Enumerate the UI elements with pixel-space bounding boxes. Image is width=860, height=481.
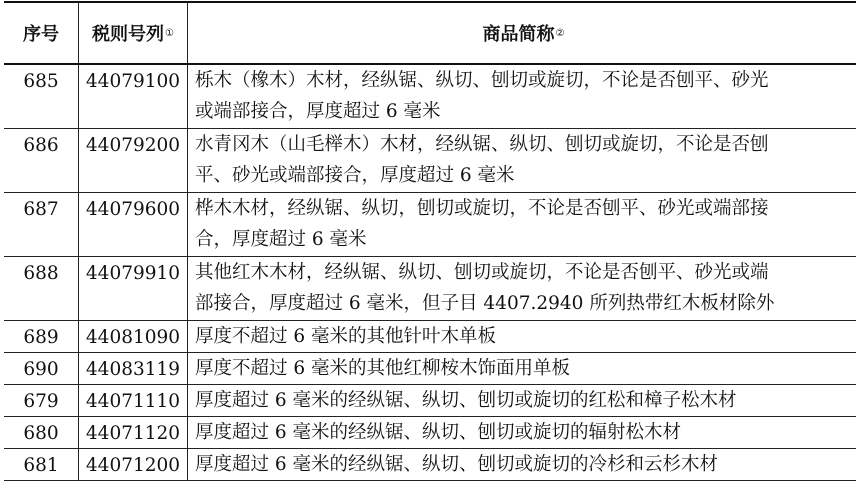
row-seq: 687 bbox=[4, 193, 79, 256]
table-row bbox=[4, 417, 856, 449]
row-name bbox=[188, 193, 856, 256]
row-name-line: 平、砂光或端部接合，厚度超过 6 毫米 bbox=[195, 165, 515, 186]
row-name-line: 部接合，厚度超过 6 毫米，但子目 4407.2940 所列热带红木板材除外 bbox=[195, 293, 775, 314]
row-name: 厚度超过 6 毫米的经纵锯、纵切、刨切或旋切的辐射松木材 bbox=[195, 422, 682, 443]
row-name-line: 水青冈木（山毛榉木）木材，经纵锯、纵切、刨切或旋切，不论是否刨 bbox=[195, 134, 769, 155]
table-row bbox=[4, 449, 856, 481]
row-seq: 689 bbox=[4, 321, 79, 352]
row-code: 44079600 bbox=[79, 193, 188, 256]
row-code: 44071200 bbox=[79, 449, 188, 480]
row-seq: 686 bbox=[4, 129, 79, 192]
row-name bbox=[188, 129, 856, 192]
row-name bbox=[188, 65, 856, 128]
header-seq bbox=[4, 3, 79, 63]
header-name bbox=[188, 3, 856, 63]
table-row bbox=[4, 385, 856, 417]
row-name-line: 栎木（橡木）木材，经纵锯、纵切、刨切或旋切，不论是否刨平、砂光 bbox=[195, 70, 769, 91]
row-name-line: 桦木木材，经纵锯、纵切，刨切或旋切，不论是否刨平、砂光或端部接 bbox=[195, 198, 769, 219]
row-name: 厚度超过 6 毫米的经纵锯、纵切、刨切或旋切的红松和樟子松木材 bbox=[195, 390, 737, 411]
header-code bbox=[79, 3, 188, 63]
row-seq: 680 bbox=[4, 417, 79, 448]
table-row bbox=[4, 193, 856, 257]
footnote-marker-2: ② bbox=[555, 27, 565, 39]
row-name-line: 其他红木木材，经纵锯、纵切、刨切或旋切，不论是否刨平、砂光或端 bbox=[195, 262, 769, 283]
row-seq: 688 bbox=[4, 257, 79, 320]
row-name bbox=[188, 257, 856, 320]
row-code: 44071120 bbox=[79, 417, 188, 448]
row-code: 44081090 bbox=[79, 321, 188, 352]
footnote-marker-1: ① bbox=[165, 27, 174, 39]
header-code-label: 税则号列 bbox=[92, 24, 165, 45]
row-code: 44071110 bbox=[79, 385, 188, 416]
table-row bbox=[4, 321, 856, 353]
table-row bbox=[4, 65, 856, 129]
row-code: 44083119 bbox=[79, 353, 188, 384]
row-name: 厚度不超过 6 毫米的其他针叶木单板 bbox=[195, 326, 497, 347]
row-code: 44079100 bbox=[79, 65, 188, 128]
row-name: 厚度超过 6 毫米的经纵锯、纵切、刨切或旋切的冷杉和云杉木材 bbox=[195, 454, 719, 475]
table-row bbox=[4, 129, 856, 193]
header-seq-label: 序号 bbox=[23, 24, 59, 45]
row-seq: 690 bbox=[4, 353, 79, 384]
row-seq: 679 bbox=[4, 385, 79, 416]
table-row bbox=[4, 353, 856, 385]
table-row bbox=[4, 257, 856, 321]
tariff-table bbox=[4, 1, 856, 481]
row-seq: 681 bbox=[4, 449, 79, 480]
row-name-line: 或端部接合，厚度超过 6 毫米 bbox=[195, 101, 441, 122]
row-code: 44079200 bbox=[79, 129, 188, 192]
header-name-label: 商品简称 bbox=[482, 24, 555, 45]
row-seq: 685 bbox=[4, 65, 79, 128]
row-name-line: 合，厚度超过 6 毫米 bbox=[195, 229, 367, 250]
table-header-row bbox=[4, 3, 856, 65]
row-code: 44079910 bbox=[79, 257, 188, 320]
row-name: 厚度不超过 6 毫米的其他红柳桉木饰面用单板 bbox=[195, 358, 571, 379]
